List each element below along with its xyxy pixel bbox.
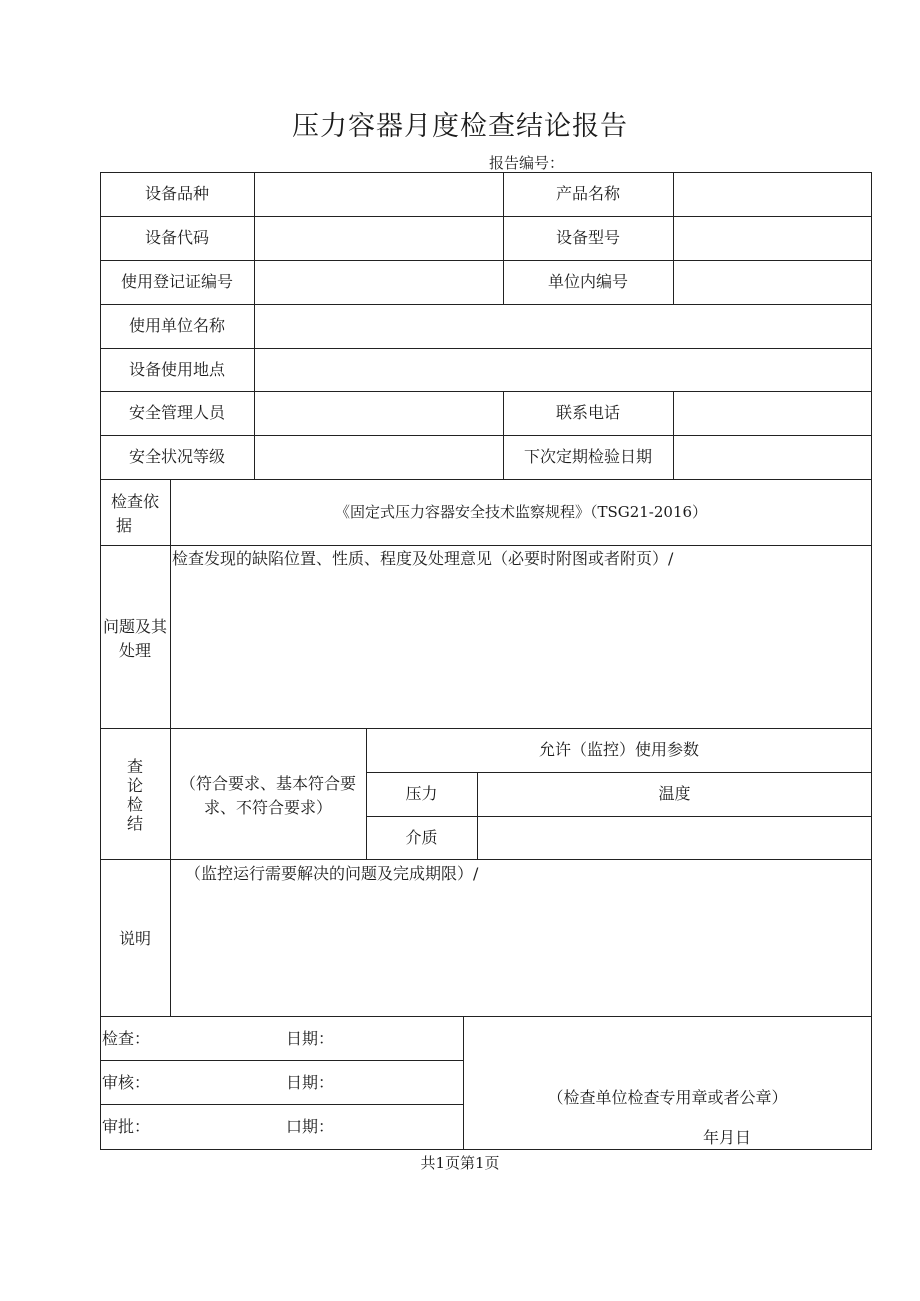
label-equipment-type: 设备品种: [144, 184, 209, 203]
label-user-unit: 使用单位名称: [128, 316, 225, 335]
label-review: 审核：: [102, 1073, 151, 1092]
notes-description: （监控运行需要解决的问题及完成期限）/: [185, 864, 479, 883]
label-medium: 介质: [405, 828, 438, 847]
params-header: 允许（监控）使用参数: [538, 740, 699, 759]
label-basis-line2: 据: [116, 516, 133, 535]
label-conclusion-char1: 查: [126, 757, 143, 776]
label-safety-grade: 安全状况等级: [128, 447, 225, 466]
conclusion-options-line1: （符合要求、基本符合要: [179, 774, 356, 793]
label-next-inspection: 下次定期检验日期: [523, 447, 652, 466]
label-registration-no: 使用登记证编号: [120, 272, 233, 291]
label-conclusion-char4: 结: [126, 814, 143, 833]
basis-regulation: 《固定式压力容器安全技术监察规程》（TSG21-2016）: [334, 503, 708, 521]
label-notes: 说明: [118, 929, 151, 948]
label-temperature: 温度: [658, 784, 691, 803]
label-equipment-model: 设备型号: [555, 228, 620, 247]
label-conclusion-char2: 论: [126, 776, 143, 795]
seal-note: （检查单位检查专用章或者公章）: [547, 1088, 788, 1107]
seal-date: 年月日: [703, 1128, 752, 1147]
conclusion-options-line2: 求、不符合要求）: [203, 798, 332, 817]
page-counter: 共1页第1页: [420, 1154, 500, 1172]
label-internal-no: 单位内编号: [547, 272, 628, 291]
label-review-date: 日期：: [286, 1073, 335, 1092]
label-pressure: 压力: [405, 784, 438, 803]
label-conclusion-char3: 检: [126, 795, 143, 814]
label-equipment-code: 设备代码: [144, 228, 209, 247]
label-product-name: 产品名称: [555, 184, 620, 203]
label-safety-manager: 安全管理人员: [128, 403, 225, 422]
label-location: 设备使用地点: [128, 360, 225, 379]
label-inspect-date: 日期：: [286, 1029, 335, 1048]
label-basis-line1: 检查依: [110, 492, 159, 511]
label-inspect: 检查：: [102, 1029, 151, 1048]
label-approve-date: 口期：: [286, 1117, 335, 1136]
page-title: 压力容器月度检查结论报告: [292, 111, 628, 142]
problems-description: 检查发现的缺陷位置、性质、程度及处理意见（必要时附图或者附页）/: [172, 549, 674, 568]
label-approve: 审批：: [102, 1117, 151, 1136]
label-problems-line2: 处理: [118, 641, 151, 660]
report-number-label: 报告编号：: [489, 154, 565, 172]
label-phone: 联系电话: [555, 403, 620, 422]
label-problems-line1: 问题及其: [102, 617, 167, 636]
